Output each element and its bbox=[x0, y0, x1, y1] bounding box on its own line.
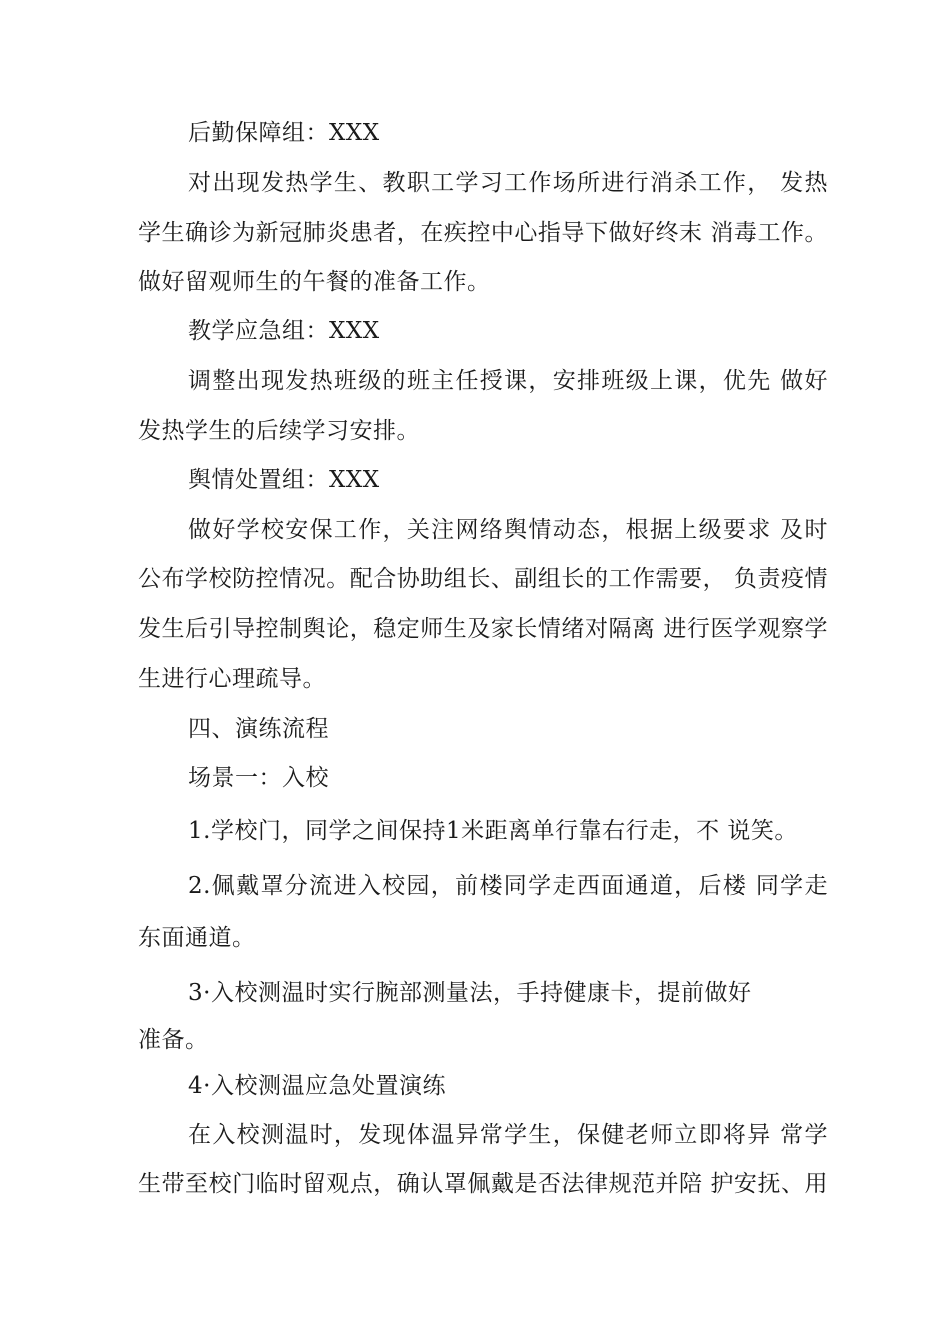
scene-heading: 场景一：入校 bbox=[188, 765, 329, 791]
paragraph-line: 做好学校安保工作，关注网络舆情动态，根据上级要求 及时 bbox=[188, 517, 828, 543]
heading-teaching-group: 教学应急组：XXX bbox=[188, 318, 380, 344]
paragraph-line: 东面通道。 bbox=[138, 925, 256, 951]
paragraph-line: 生带至校门临时留观点，确认罩佩戴是否法律规范并陪 护安抚、用 bbox=[138, 1171, 828, 1197]
heading-opinion-group: 舆情处置组：XXX bbox=[188, 467, 380, 493]
paragraph-line: 调整出现发热班级的班主任授课，安排班级上课，优先 做好 bbox=[188, 368, 828, 394]
paragraph-line: 做好留观师生的午餐的准备工作。 bbox=[138, 269, 491, 295]
paragraph-line: 发生后引导控制舆论，稳定师生及家长情绪对隔离 进行医学观察学 bbox=[138, 616, 828, 642]
list-item: 2.佩戴罩分流进入校园，前楼同学走西面通道，后楼 同学走 bbox=[188, 873, 828, 899]
paragraph-line: 对出现发热学生、教职工学习工作场所进行消杀工作， 发热 bbox=[188, 170, 828, 196]
paragraph-line: 发热学生的后续学习安排。 bbox=[138, 418, 420, 444]
paragraph-line: 在入校测温时，发现体温异常学生，保健老师立即将异 常学 bbox=[188, 1122, 828, 1148]
list-item: 3·入校测温时实行腕部测量法，手持健康卡，提前做好 bbox=[188, 980, 752, 1006]
list-item: 4·入校测温应急处置演练 bbox=[188, 1073, 446, 1099]
section-heading: 四、演练流程 bbox=[188, 716, 329, 742]
paragraph-line: 公布学校防控情况。配合协助组长、副组长的工作需要， 负责疫情 bbox=[138, 566, 828, 592]
paragraph-line: 学生确诊为新冠肺炎患者，在疾控中心指导下做好终末 消毒工作。 bbox=[138, 220, 828, 246]
heading-logistics-group: 后勤保障组：XXX bbox=[188, 120, 380, 146]
paragraph-line: 生进行心理疏导。 bbox=[138, 666, 326, 692]
paragraph-line: 准备。 bbox=[138, 1027, 209, 1053]
list-item: 1.学校门，同学之间保持1米距离单行靠右行走，不 说笑。 bbox=[188, 818, 798, 844]
